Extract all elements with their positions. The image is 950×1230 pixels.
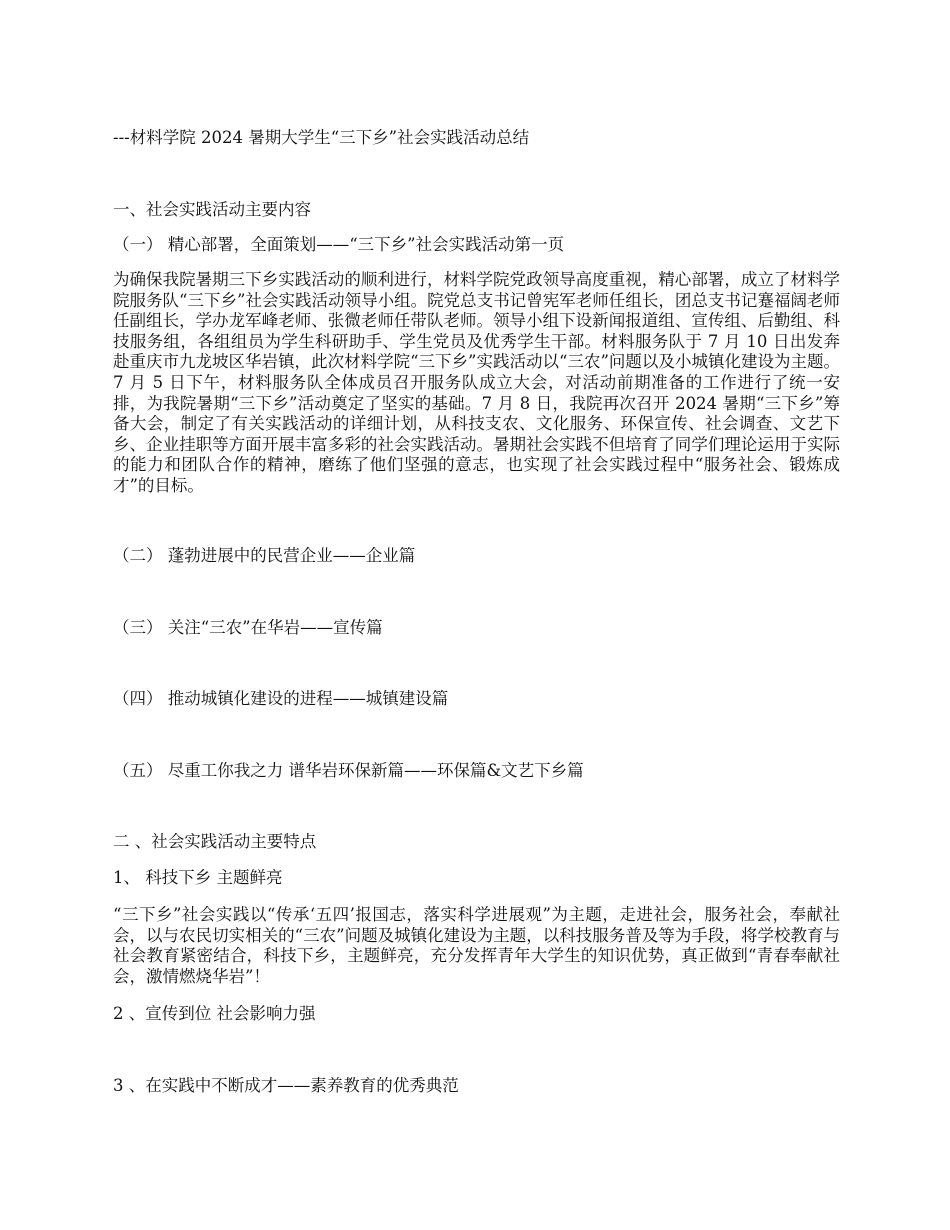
section-1-item-5: （五） 尽重工你我之力 谱华岩环保新篇——环保篇&文艺下乡篇 [113, 761, 584, 780]
section-1-item-3: （三） 关注“三农”在华岩——宣传篇 [113, 618, 383, 637]
section-2-heading: 二 、社会实践活动主要特点 [113, 832, 317, 851]
section-1-item-4: （四） 推动城镇化建设的进程——城镇建设篇 [113, 689, 449, 708]
document-subtitle: ---材料学院 2024 暑期大学生“三下乡”社会实践活动总结 [113, 128, 530, 147]
section-1-item-2: （二） 蓬勃进展中的民营企业——企业篇 [113, 546, 416, 565]
section-2-item-3: 3 、在实践中不断成才——素养教育的优秀典范 [113, 1076, 459, 1095]
section-1-heading: 一、社会实践活动主要内容 [113, 200, 311, 219]
section-2-item-2: 2 、宣传到位 社会影响力强 [113, 1004, 316, 1023]
section-2-item-1: 1、 科技下乡 主题鲜亮 [113, 868, 283, 887]
section-1-item-1: （一） 精心部署，全面策划——“三下乡”社会实践活动第一页 [113, 235, 565, 254]
section-1-paragraph: 为确保我院暑期三下乡实践活动的顺利进行，材料学院党政领导高度重视，精心部署，成立了材料学院服务队“三下乡”社会实践活动领导小组。院党总支书记曾宪军老师任组长，团总支书记蹇福阔老师任副组长，学办龙军峰老师、张微老师任带队老师。领导小组下设新闻报道组、宣传组、后勤组、科技服务组，各组组员为学生科研助手、学生党员及优秀学生干部。材料服务队于 7 月 10 日出发奔赴重庆市九龙坡区华岩镇，此次材料学院“三下乡”实践活动以“三农”问题以及小城镇化建设为主题。 7 月 5 日下午，材料服务队全体成员召开服务队成立大会，对活动前期准备的工作进行了统一安排，为我院暑期“三下乡”活动奠定了坚实的基础。7 月 8 日，我院再次召开 2024 暑期“三下乡”筹备大会，制定了有关实践活动的详细计划，从科技支农、文化服务、环保宣传、社会调查、文艺下乡、企业挂职等方面开展丰富多彩的社会实践活动。暑期社会实践不但培育了同学们理论运用于实际的能力和团队合作的精神，磨练了他们坚强的意志，也实现了社会实践过程中“服务社会、锻炼成才”的目标。 [113, 270, 840, 495]
section-2-paragraph: “三下乡”社会实践以“传承‘五四’报国志，落实科学进展观”为主题，走进社会，服务社会，奉献社会，以与农民切实相关的“三农”问题及城镇化建设为主题，以科技服务普及等为手段，将学校教育与社会教育紧密结合，科技下乡，主题鲜亮，充分发挥青年大学生的知识优势，真正做到“青春奉献社会，激情燃烧华岩”！ [113, 905, 840, 986]
